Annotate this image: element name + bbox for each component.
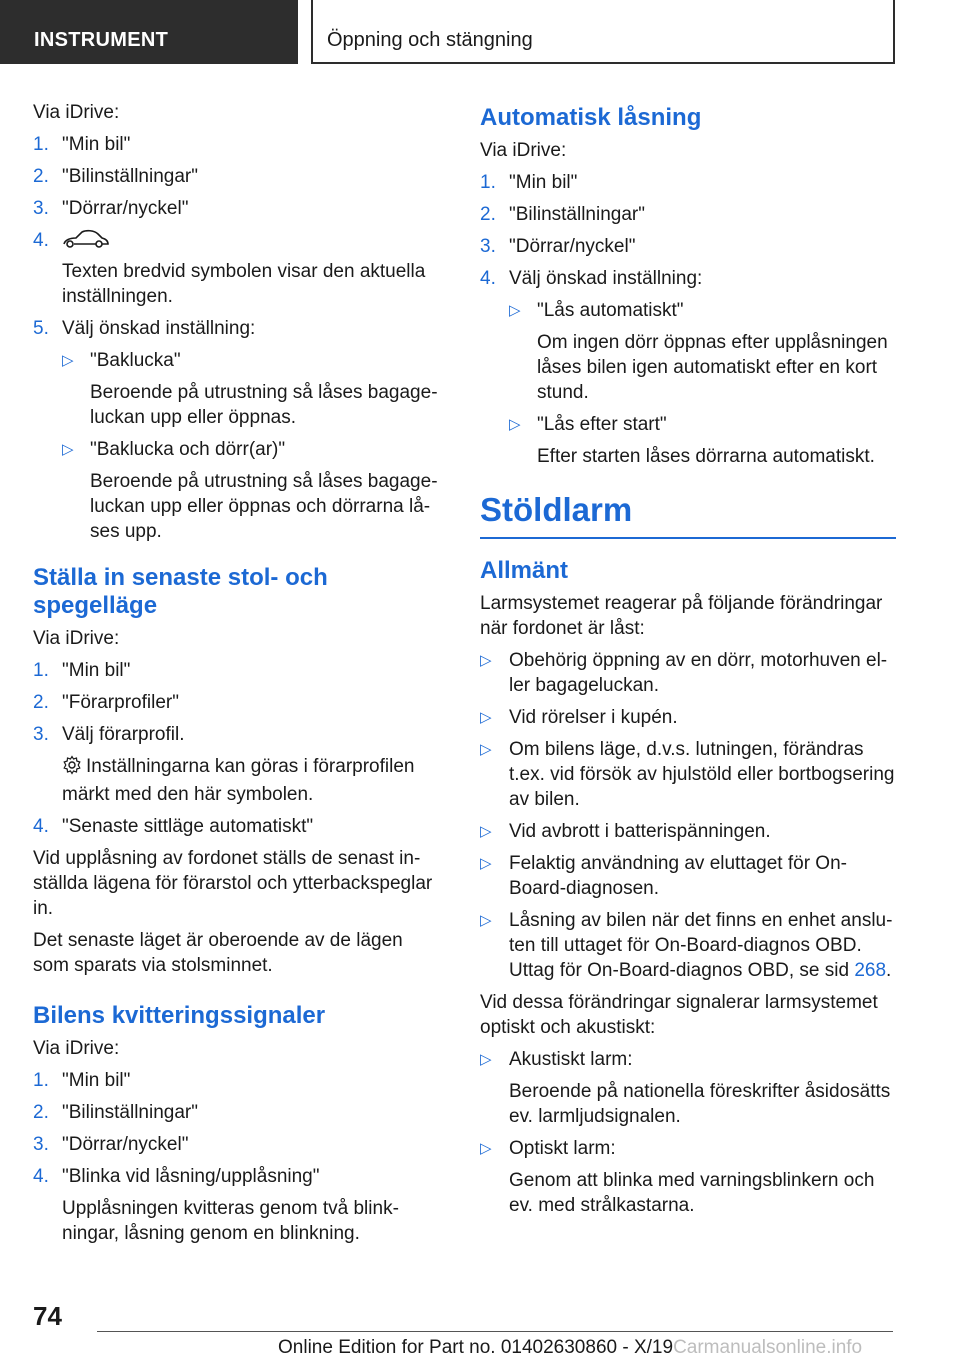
footer-edition: Online Edition for Part no. 01402630860 - X/19Carmanualsonline.info — [278, 1337, 863, 1358]
section-rule — [480, 537, 896, 539]
list-item: 4. — [33, 228, 443, 257]
triangle-bullet-icon: ▷ — [480, 912, 492, 929]
bullet-text: Genom att blinka med varningsblinkern och ev. med strålkastarna. — [509, 1170, 875, 1216]
option-text: Beroende på utrustning så låses bagage-luckan upp eller öppnas och dörrarna lå-ses upp. — [90, 471, 438, 542]
list-item: 4. "Senaste sittläge automatiskt" — [33, 816, 314, 837]
page-link[interactable]: 268 — [854, 960, 887, 981]
list-item-text: Texten bredvid symbolen visar den aktuella inställningen. — [62, 261, 426, 307]
gear-icon — [62, 755, 82, 782]
triangle-bullet-icon: ▷ — [480, 652, 492, 669]
steps-list — [33, 132, 443, 544]
paragraph: Vid upplåsning av fordonet ställs de senast in-ställda lägena för förarstol och ytterbackspeglar in. — [33, 848, 433, 919]
option-text: Efter starten låses dörrarna automatiskt. — [537, 446, 875, 467]
triangle-bullet-icon: ▷ — [509, 302, 521, 319]
bullet-item: ▷ Vid rörelser i kupén. — [480, 707, 678, 728]
option-item: ▷ "Lås automatiskt" — [509, 300, 684, 321]
triangle-bullet-icon: ▷ — [480, 709, 492, 726]
intro-text: Via iDrive: — [33, 102, 120, 123]
heading-theft-alarm: Stöldlarm — [480, 491, 633, 528]
heading-auto-lock: Automatisk låsning — [480, 104, 702, 131]
triangle-bullet-icon: ▷ — [480, 1051, 492, 1068]
bullet-item: ▷ Obehörig öppning av en dörr, motorhuven el-ler bagageluckan. — [480, 650, 888, 696]
bullet-item: ▷ Låsning av bilen när det finns en enhet anslu-ten till uttaget för On-Board-diagnos OBD. Uttag för On-Board-diagnos OBD, se sid 268. — [480, 910, 893, 981]
list-item: 2. "Bilinställningar" — [33, 1102, 198, 1123]
list-item: 1. "Min bil" — [480, 172, 578, 193]
car-icon — [62, 234, 110, 255]
heading-acknowledgement: Bilens kvitteringssignaler — [33, 1002, 326, 1029]
list-item: 5. Välj önskad inställning: — [33, 318, 256, 339]
heading-general: Allmänt — [480, 557, 569, 584]
intro-text: Via iDrive: — [480, 140, 567, 161]
option-item: ▷ "Baklucka" — [62, 350, 181, 371]
option-text: Beroende på utrustning så låses bagage-luckan upp eller öppnas. — [90, 382, 438, 428]
triangle-bullet-icon: ▷ — [62, 352, 74, 369]
list-item: 1. "Min bil" — [33, 660, 131, 681]
triangle-bullet-icon: ▷ — [509, 416, 521, 433]
list-item: 2. "Förarprofiler" — [33, 692, 179, 713]
list-item: 2. "Bilinställningar" — [480, 204, 645, 225]
bullet-text: Beroende på nationella föreskrifter åsidosätts ev. larmljudsignalen. — [509, 1081, 891, 1127]
list-item: 1. "Min bil" — [33, 134, 131, 155]
triangle-bullet-icon: ▷ — [480, 741, 492, 758]
option-item: ▷ "Baklucka och dörr(ar)" — [62, 439, 286, 460]
watermark: Carmanualsonline.info — [673, 1337, 863, 1358]
section-tab: INSTRUMENT — [0, 0, 298, 64]
profile-note: Inställningarna kan göras i förarprofilen märkt med den här symbolen. — [62, 756, 415, 805]
option-text: Om ingen dörr öppnas efter upplåsningen låses bilen igen automatiskt efter en kort stund. — [537, 332, 888, 403]
page-number: 74 — [33, 1301, 62, 1331]
page-header — [0, 0, 960, 66]
bullet-item: ▷ Vid avbrott i batterispänningen. — [480, 821, 771, 842]
list-item: 4. "Blinka vid låsning/upplåsning" — [33, 1166, 320, 1187]
triangle-bullet-icon: ▷ — [480, 855, 492, 872]
intro-text: Via iDrive: — [33, 1038, 120, 1059]
list-item: 2. "Bilinställningar" — [33, 166, 198, 187]
triangle-bullet-icon: ▷ — [62, 441, 74, 458]
list-item: 3. "Dörrar/nyckel" — [33, 1134, 189, 1155]
paragraph: Larmsystemet reagerar på följande förändringar när fordonet är låst: — [480, 593, 883, 639]
chapter-tab — [311, 0, 895, 64]
footer-rule — [97, 1331, 893, 1332]
list-item: 3. "Dörrar/nyckel" — [480, 236, 636, 257]
list-item: 4. Välj önskad inställning: — [480, 268, 703, 289]
bullet-item: ▷ Felaktig användning av eluttaget för On-Board-diagnosen. — [480, 853, 847, 899]
list-item: 1. "Min bil" — [33, 1070, 131, 1091]
triangle-bullet-icon: ▷ — [480, 1140, 492, 1157]
heading-seat-mirror: Ställa in senaste stol- och spegelläge — [33, 564, 328, 619]
paragraph: Vid dessa förändringar signalerar larmsystemet optiskt och akustiskt: — [480, 992, 878, 1038]
intro-text: Via iDrive: — [33, 628, 120, 649]
bullet-item: ▷ Akustiskt larm: — [480, 1049, 633, 1070]
bullet-item: ▷ Om bilens läge, d.v.s. lutningen, förändras t.ex. vid försök av hjulstöld eller bortbogsering av bilen. — [480, 739, 895, 810]
option-item: ▷ "Lås efter start" — [509, 414, 667, 435]
chapter-title: Öppning och stängning — [313, 0, 893, 62]
list-item-text: Upplåsningen kvitteras genom två blink-ningar, låsning genom en blinkning. — [62, 1198, 399, 1244]
left-column — [33, 100, 443, 1253]
bullet-item: ▷ Optiskt larm: — [480, 1138, 616, 1159]
paragraph: Det senaste läget är oberoende av de lägen som sparats via stolsminnet. — [33, 930, 403, 976]
right-column — [480, 100, 896, 1225]
list-item: 3. Välj förarprofil. — [33, 724, 185, 745]
list-item: 3. "Dörrar/nyckel" — [33, 198, 189, 219]
triangle-bullet-icon: ▷ — [480, 823, 492, 840]
